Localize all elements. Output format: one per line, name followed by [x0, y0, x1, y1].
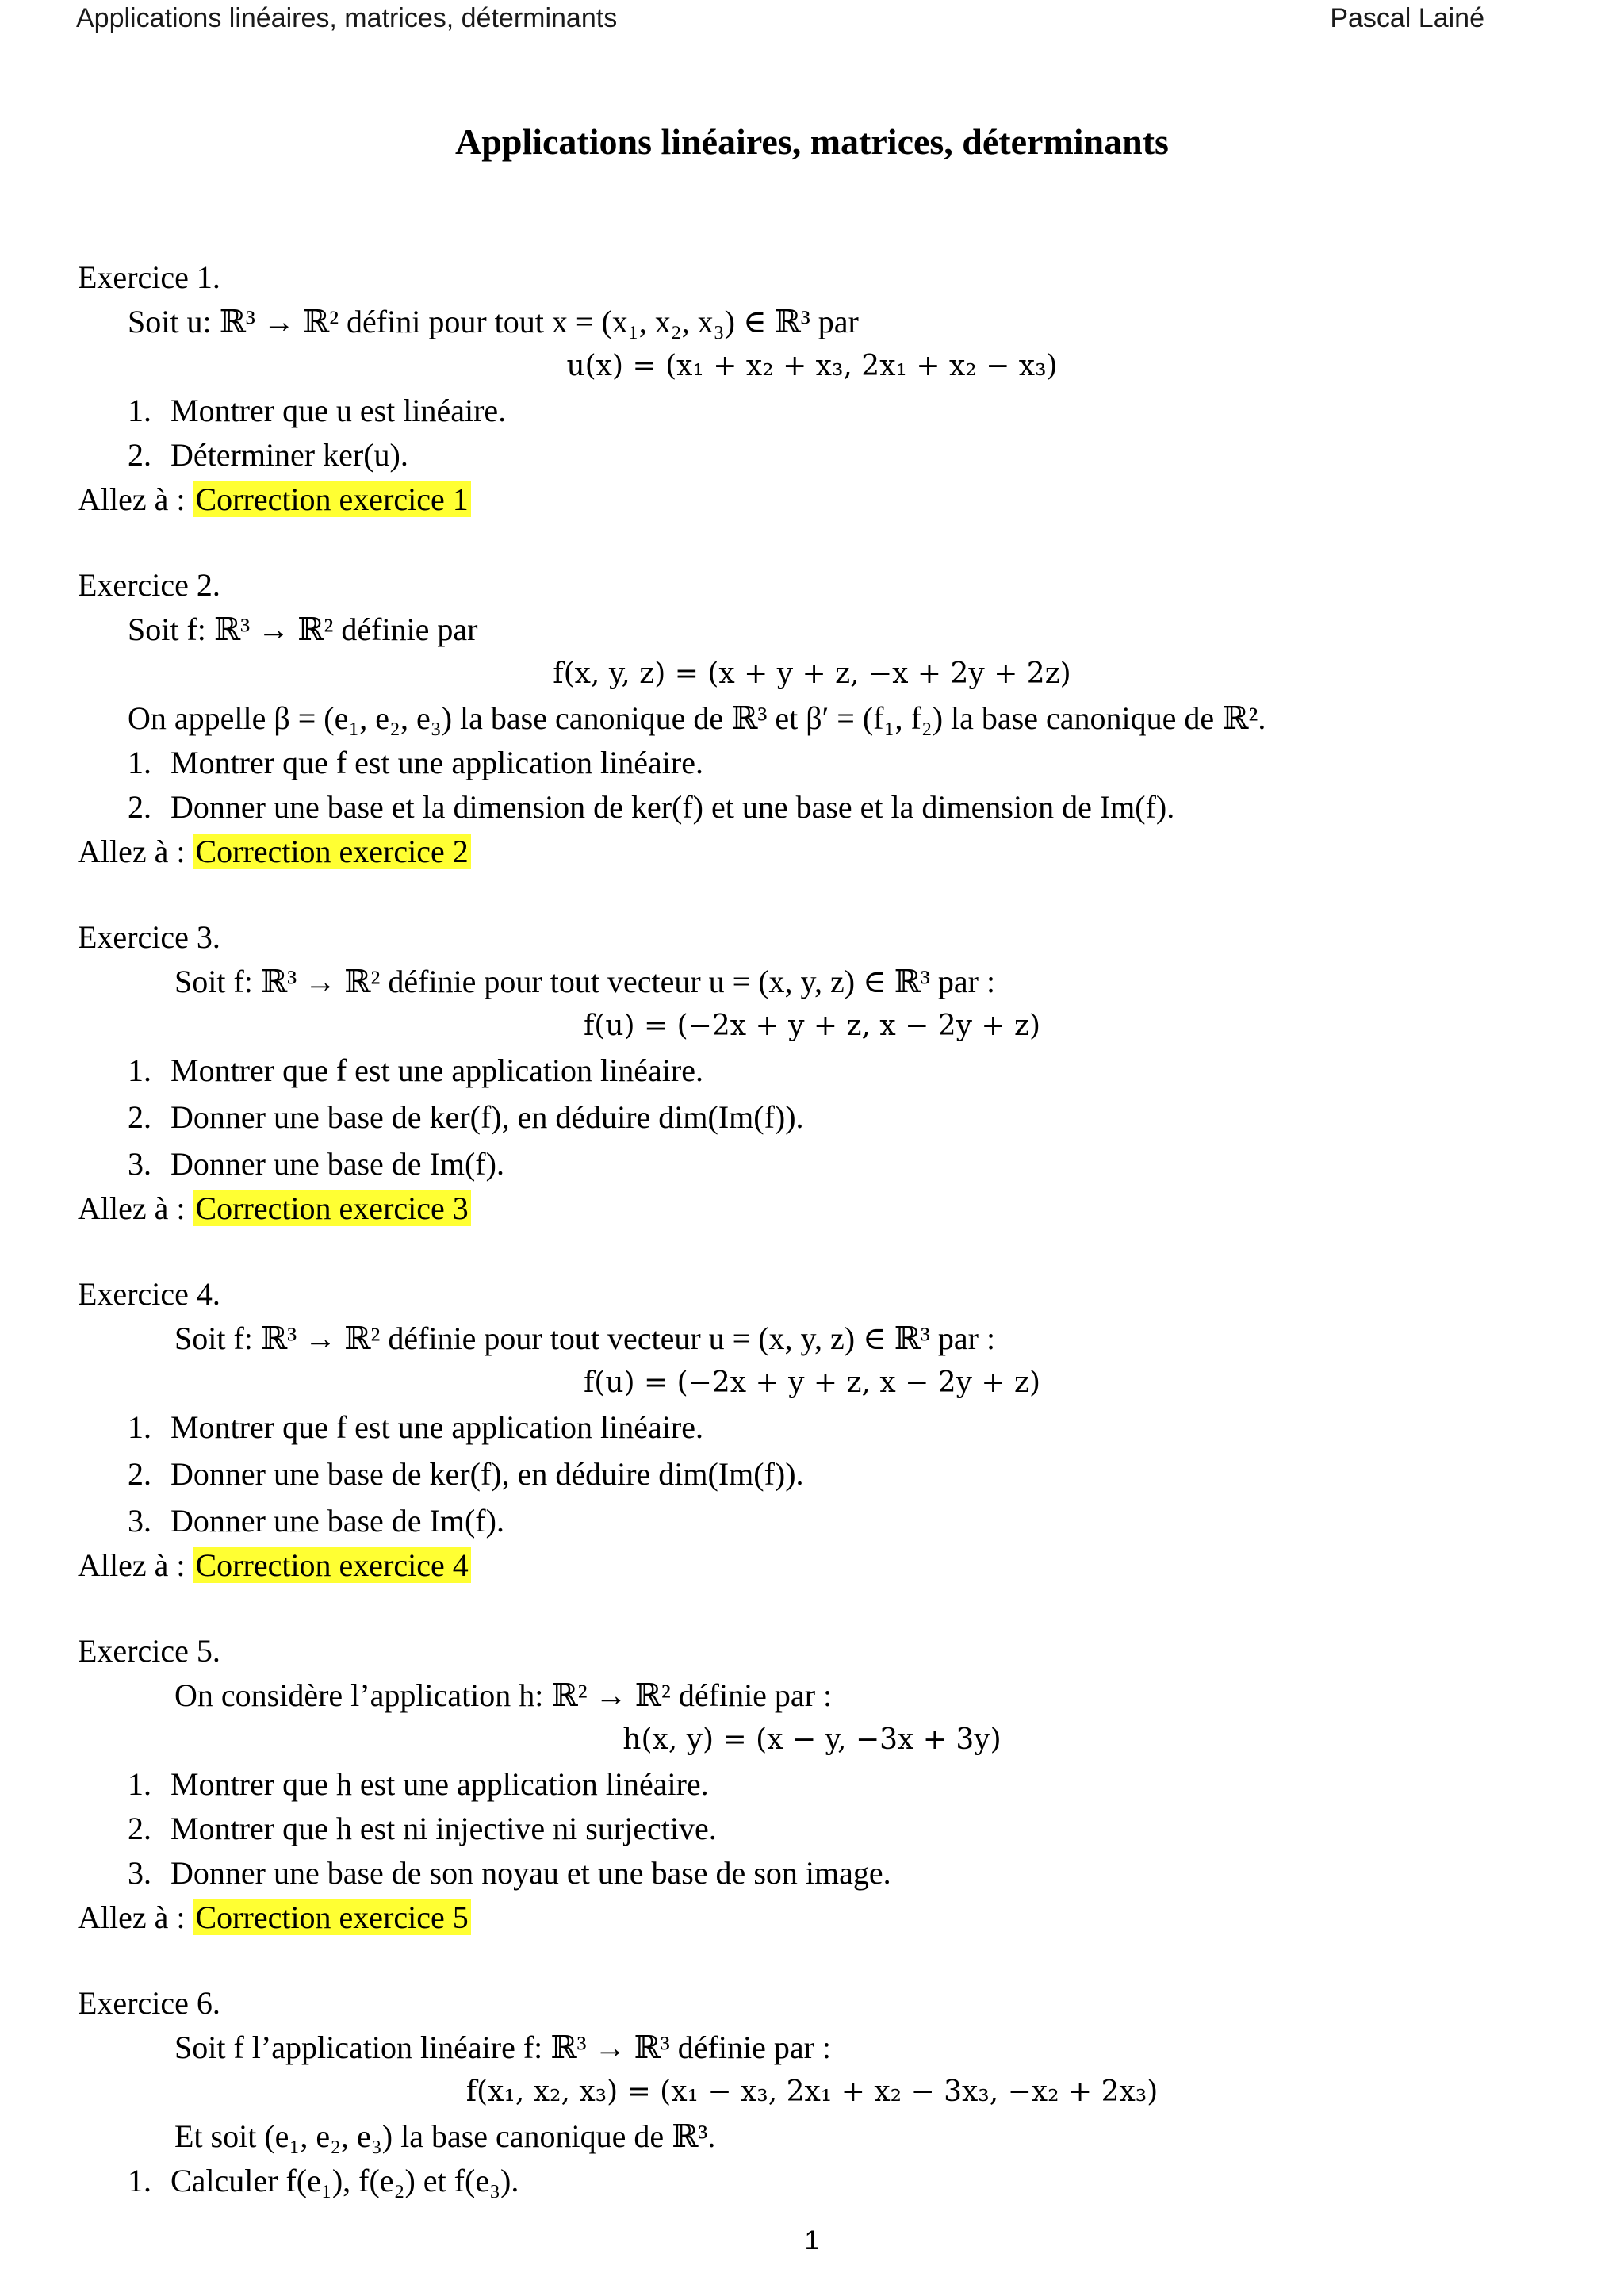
exercise-3-formula: f(u) = (−2x + y + z, x − 2y + z)	[583, 1010, 1041, 1042]
exercise-5-item-1: 1. Montrer que h est une application linéaire.	[128, 1766, 709, 1802]
exercise-5-formula: h(x, y) = (x − y, −3x + 3y)	[622, 1723, 1002, 1756]
correction-link-5[interactable]: Correction exercice 5	[193, 1899, 471, 1935]
exercise-4-goto: Allez à : Correction exercice 4	[78, 1546, 471, 1587]
exercise-2-heading: Exercice 2.	[78, 567, 220, 603]
exercise-5-goto: Allez à : Correction exercice 5	[78, 1898, 471, 1939]
exercise-4-formula: f(u) = (−2x + y + z, x − 2y + z)	[583, 1366, 1041, 1399]
exercise-6-statement: Soit f l’application linéaire f: ℝ³ → ℝ³ définie par :	[174, 2030, 832, 2065]
exercise-2-item-1: 1. Montrer que f est une application linéaire.	[128, 745, 703, 780]
page-header	[76, 3, 1484, 41]
exercise-4-item-1: 1. Montrer que f est une application linéaire.	[128, 1409, 703, 1445]
exercise-1-heading: Exercice 1.	[78, 259, 220, 295]
exercise-2-goto: Allez à : Correction exercice 2	[78, 832, 471, 873]
correction-link-3[interactable]: Correction exercice 3	[193, 1190, 471, 1226]
exercise-3-statement: Soit f: ℝ³ → ℝ² définie pour tout vecteur u = (x, y, z) ∈ ℝ³ par :	[174, 964, 996, 999]
exercise-6-heading: Exercice 6.	[78, 1985, 220, 2021]
exercise-4-item-2: 2. Donner une base de ker(f), en déduire dim(Im(f)).	[128, 1456, 804, 1492]
exercise-4-heading: Exercice 4.	[78, 1276, 220, 1312]
exercise-3-heading: Exercice 3.	[78, 919, 220, 955]
exercise-3-item-3: 3. Donner une base de Im(f).	[128, 1146, 504, 1182]
exercise-3-goto: Allez à : Correction exercice 3	[78, 1189, 471, 1230]
correction-link-1[interactable]: Correction exercice 1	[193, 481, 471, 517]
page-number: 1	[804, 2225, 820, 2256]
exercise-5-statement: On considère l’application h: ℝ² → ℝ² définie par :	[174, 1677, 833, 1713]
exercise-6-basis-text: Et soit (e₁, e₂, e₃) la base canonique de ℝ³.	[174, 2118, 716, 2154]
correction-link-2[interactable]: Correction exercice 2	[193, 834, 471, 869]
document-title: Applications linéaires, matrices, déterminants	[455, 121, 1169, 162]
exercise-3-item-1: 1. Montrer que f est une application linéaire.	[128, 1052, 703, 1088]
exercise-6-formula: f(x₁, x₂, x₃) = (x₁ − x₃, 2x₁ + x₂ − 3x₃, −x₂ + 2x₃)	[465, 2076, 1159, 2108]
exercise-5-item-2: 2. Montrer que h est ni injective ni surjective.	[128, 1811, 717, 1846]
exercise-5-heading: Exercice 5.	[78, 1633, 220, 1669]
exercise-1-goto: Allez à : Correction exercice 1	[78, 480, 471, 521]
header-author: Pascal Lainé	[1330, 3, 1484, 33]
header-left-title: Applications linéaires, matrices, déterminants	[76, 3, 618, 33]
exercise-2-basis-text: On appelle β = (e₁, e₂, e₃) la base canonique de ℝ³ et β′ = (f₁, f₂) la base canonique de ℝ².	[128, 700, 1266, 736]
exercise-4-statement: Soit f: ℝ³ → ℝ² définie pour tout vecteur u = (x, y, z) ∈ ℝ³ par :	[174, 1320, 996, 1356]
exercise-1-statement: Soit u: ℝ³ → ℝ² défini pour tout x = (x₁, x₂, x₃) ∈ ℝ³ par	[128, 304, 859, 339]
exercise-2-item-2: 2. Donner une base et la dimension de ker(f) et une base et la dimension de Im(f).	[128, 789, 1175, 825]
exercise-1-formula: u(x) = (x₁ + x₂ + x₃, 2x₁ + x₂ − x₃)	[566, 350, 1058, 382]
exercise-6-item-1: 1. Calculer f(e₁), f(e₂) et f(e₃).	[128, 2163, 519, 2198]
correction-link-4[interactable]: Correction exercice 4	[193, 1547, 471, 1583]
exercise-4-item-3: 3. Donner une base de Im(f).	[128, 1503, 504, 1539]
exercise-2-formula: f(x, y, z) = (x + y + z, −x + 2y + 2z)	[553, 657, 1071, 690]
exercise-1-item-2: 2. Déterminer ker(u).	[128, 437, 408, 473]
exercise-5-item-3: 3. Donner une base de son noyau et une base de son image.	[128, 1855, 891, 1891]
exercise-3-item-2: 2. Donner une base de ker(f), en déduire dim(Im(f)).	[128, 1099, 804, 1135]
exercise-1-item-1: 1. Montrer que u est linéaire.	[128, 393, 507, 428]
exercise-2-statement: Soit f: ℝ³ → ℝ² définie par	[128, 611, 478, 647]
